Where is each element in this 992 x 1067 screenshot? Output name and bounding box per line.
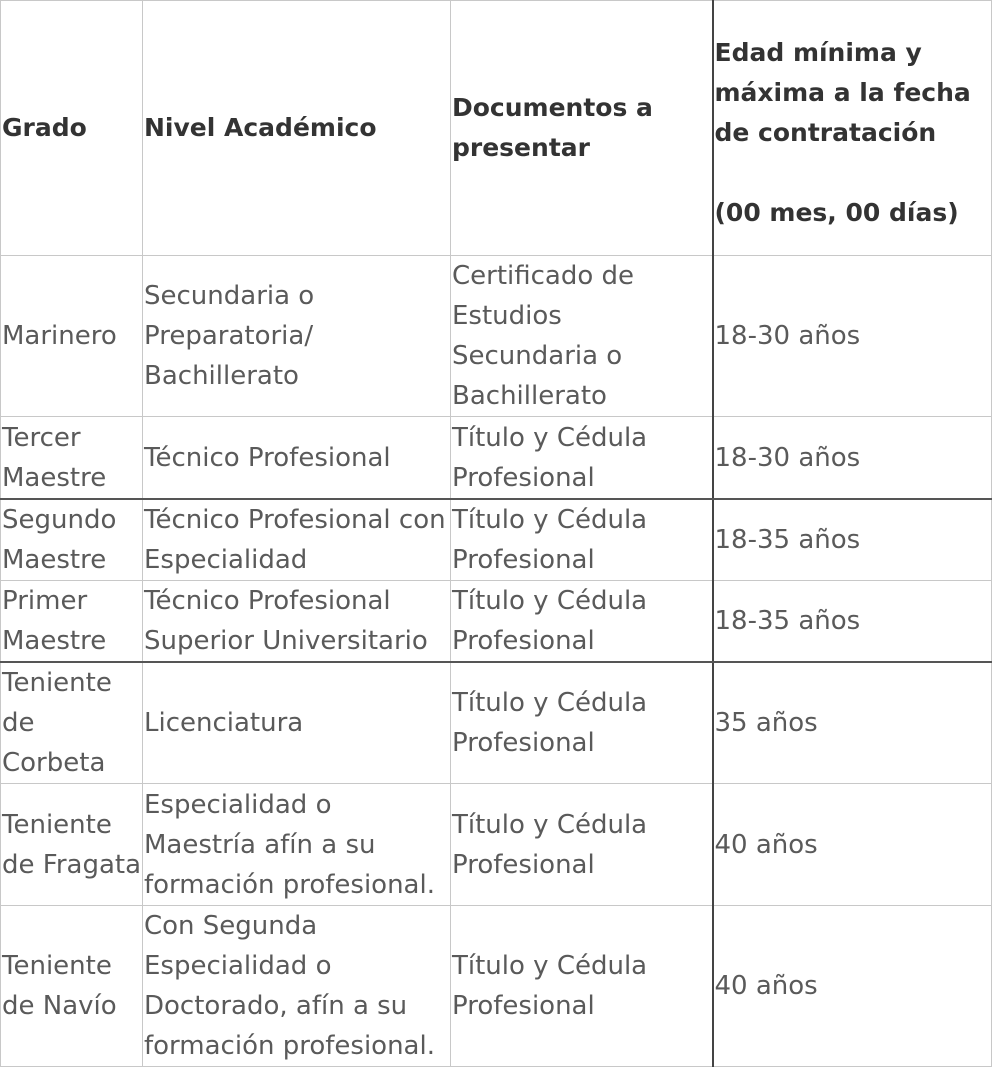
cell-nivel: Especialidad o Maestría afín a su formación profesional. xyxy=(143,784,451,906)
header-documentos: Documentos a presentar xyxy=(451,1,713,256)
cell-grado: Marinero xyxy=(1,256,143,417)
cell-edad: 18-35 años xyxy=(713,499,992,581)
header-grado: Grado xyxy=(1,1,143,256)
header-edad-format: (00 mes, 00 días) xyxy=(714,198,959,227)
cell-nivel: Técnico Profesional con Especialidad xyxy=(143,499,451,581)
header-nivel-academico: Nivel Académico xyxy=(143,1,451,256)
cell-nivel: Con Segunda Especialidad o Doctorado, afín a su formación profesional. xyxy=(143,906,451,1067)
table-header-row xyxy=(1,1,992,256)
cell-nivel: Técnico Profesional Superior Universitario xyxy=(143,581,451,663)
cell-documentos: Título y Cédula Profesional xyxy=(451,906,713,1067)
header-edad xyxy=(713,1,992,256)
table-row xyxy=(1,906,992,1067)
cell-documentos: Título y Cédula Profesional xyxy=(451,499,713,581)
cell-documentos: Título y Cédula Profesional xyxy=(451,662,713,784)
cell-edad: 40 años xyxy=(713,906,992,1067)
cell-grado: Segundo Maestre xyxy=(1,499,143,581)
cell-documentos: Título y Cédula Profesional xyxy=(451,581,713,663)
table-row xyxy=(1,417,992,500)
cell-documentos: Título y Cédula Profesional xyxy=(451,784,713,906)
table-row xyxy=(1,499,992,581)
cell-edad: 35 años xyxy=(713,662,992,784)
cell-nivel: Licenciatura xyxy=(143,662,451,784)
cell-edad: 18-30 años xyxy=(713,417,992,500)
header-edad-title: Edad mínima y máxima a la fecha de contratación xyxy=(714,38,971,147)
cell-documentos: Título y Cédula Profesional xyxy=(451,417,713,500)
table-row xyxy=(1,581,992,663)
cell-nivel: Técnico Profesional xyxy=(143,417,451,500)
cell-grado: Primer Maestre xyxy=(1,581,143,663)
cell-edad: 18-35 años xyxy=(713,581,992,663)
cell-nivel: Secundaria o Preparatoria/ Bachillerato xyxy=(143,256,451,417)
cell-grado: Teniente de Navío xyxy=(1,906,143,1067)
cell-edad: 40 años xyxy=(713,784,992,906)
table-row xyxy=(1,662,992,784)
table-row xyxy=(1,784,992,906)
cell-edad: 18-30 años xyxy=(713,256,992,417)
cell-grado: Teniente de Fragata xyxy=(1,784,143,906)
table-row xyxy=(1,256,992,417)
cell-documentos: Certificado de Estudios Secundaria o Bachillerato xyxy=(451,256,713,417)
cell-grado: Tercer Maestre xyxy=(1,417,143,500)
cell-grado: Teniente de Corbeta xyxy=(1,662,143,784)
